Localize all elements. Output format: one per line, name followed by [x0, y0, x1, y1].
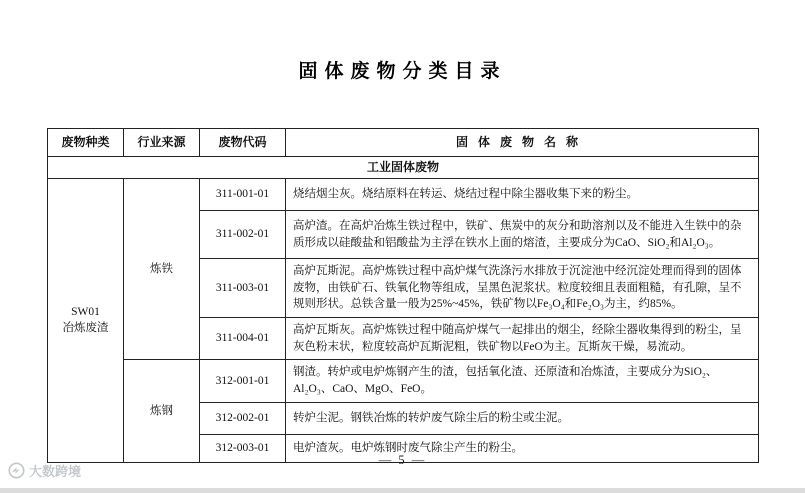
waste-type-cell — [48, 179, 124, 463]
waste-name: 高炉渣。在高炉冶炼生铁过程中，铁矿、焦炭中的灰分和助溶剂以及不能进入生铁中的杂质形成以硅酸盐和铝酸盐为主浮在铁水上面的熔渣，主要成分为CaO、SiO₂和Al₂O₃。 — [286, 211, 759, 259]
section-row-industrial-solid-waste — [48, 157, 759, 179]
waste-type-code: SW01 — [71, 305, 100, 318]
waste-name: 转炉尘泥。钢铁冶炼的转炉废气除尘后的粉尘或尘泥。 — [286, 402, 759, 434]
header-waste-type: 废物种类 — [48, 129, 124, 157]
bottom-edge-divider — [0, 488, 805, 493]
table-header-row — [48, 129, 759, 157]
waste-code: 312-001-01 — [200, 360, 286, 402]
industry-cell-steel: 炼钢 — [124, 360, 200, 462]
waste-code: 311-001-01 — [200, 179, 286, 211]
waste-code: 311-002-01 — [200, 211, 286, 259]
page-number: — 5 — — [378, 453, 427, 467]
watermark — [8, 461, 81, 480]
waste-catalog-table — [47, 128, 759, 463]
page-title: 固体废物分类目录 — [298, 61, 507, 82]
waste-type-name: 冶炼废渣 — [62, 322, 109, 335]
industry-cell-iron: 炼铁 — [124, 179, 200, 360]
globe-logo-icon — [8, 462, 25, 479]
waste-code: 312-003-01 — [200, 434, 286, 462]
waste-name: 钢渣。转炉或电炉炼钢产生的渣，包括氧化渣、还原渣和冶炼渣，主要成分为SiO₂、Al₂O₃、CaO、MgO、FeO。 — [286, 360, 759, 402]
waste-code: 311-003-01 — [200, 259, 286, 318]
waste-name: 电炉渣灰。电炉炼钢时废气除尘产生的粉尘。 — [286, 434, 759, 462]
header-industry-source: 行业来源 — [124, 129, 200, 157]
waste-code: 311-004-01 — [200, 318, 286, 360]
waste-name: 高炉瓦斯泥。高炉炼铁过程中高炉煤气洗涤污水排放于沉淀池中经沉淀处理而得到的固体废物，由铁矿石、铁氧化物等组成，呈黑色泥浆状。粒度较细且表面粗糙，有孔隙，呈不规则形状。总铁含量一般为25%~45%，铁矿物以Fe₃O₄和Fe₂O₃为主，约85%。 — [286, 259, 759, 318]
watermark-label: 大数跨境 — [29, 464, 82, 479]
header-waste-code: 废物代码 — [200, 129, 286, 157]
table-row — [48, 360, 759, 402]
waste-name: 烧结烟尘灰。烧结原料在转运、烧结过程中除尘器收集下来的粉尘。 — [286, 179, 759, 211]
header-waste-name: 固体废物名称 — [286, 129, 759, 157]
section-title: 工业固体废物 — [48, 157, 759, 179]
waste-code: 312-002-01 — [200, 402, 286, 434]
waste-name: 高炉瓦斯灰。高炉炼铁过程中随高炉煤气一起排出的烟尘，经除尘器收集得到的粉尘，呈灰色粉末状，粒度较高炉瓦斯泥粗，铁矿物以FeO为主。瓦斯灰干燥，易流动。 — [286, 318, 759, 360]
table-row — [48, 179, 759, 211]
